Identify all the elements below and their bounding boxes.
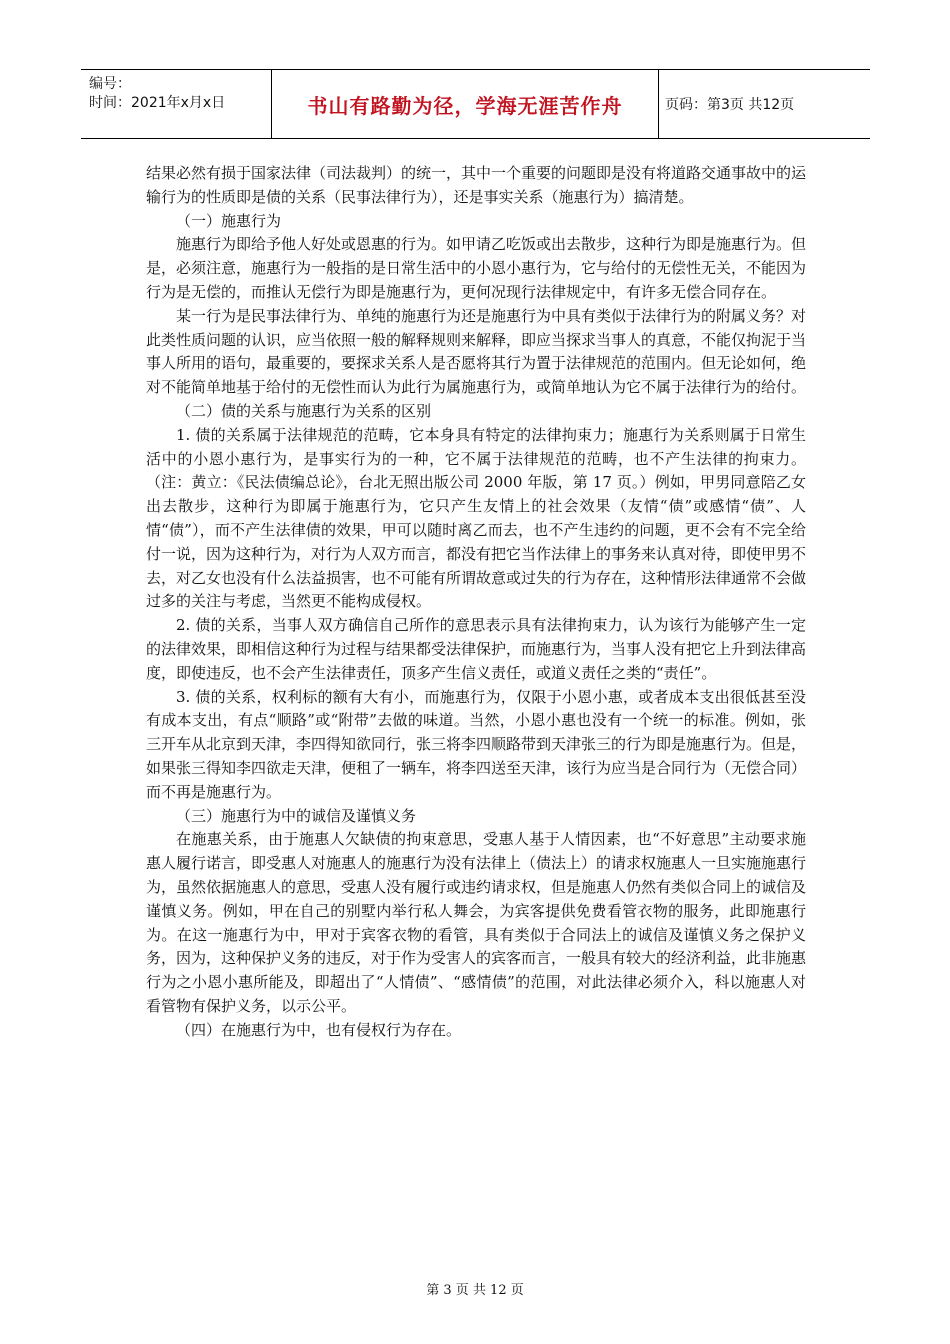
paragraph: 2. 债的关系，当事人双方确信自己所作的意思表示具有法律拘束力，认为该行为能够产生一定的法律效果，即相信这种行为过程与结果都受法律保护，而施惠行为，当事人没有把它上升到法律高度，即使违反，也不会产生法律责任，顶多产生信义责任，或道义责任之类的“责任”。 bbox=[146, 616, 807, 682]
code-label: 编号： bbox=[89, 76, 131, 92]
paragraph: 结果必然有损于国家法律（司法裁判）的统一，其中一个重要的问题即是没有将道路交通事故中的运输行为的性质即是债的关系（民事法律行为），还是事实关系（施惠行为）搞清楚。 bbox=[146, 164, 807, 206]
paragraph: 某一行为是民事法律行为、单纯的施惠行为还是施惠行为中具有类似于法律行为的附属义务？对此类性质问题的认识，应当依照一般的解释规则来解释，即应当探求当事人的真意，不能仅拘泥于当事人所用的语句，最重要的，要探求关系人是否愿将其行为置于法律规范的范围内。但无论如何，绝对不能简单地基于给付的无偿性而认为此行为属施惠行为，或简单地认为它不属于法律行为的给付。 bbox=[146, 306, 807, 397]
paragraph: 1. 债的关系属于法律规范的范畴，它本身具有特定的法律拘束力；施惠行为关系则属于日常生活中的小恩小惠行为，是事实行为的一种，它不属于法律规范的范畴，也不产生法律的拘束力。（注：黄立：《民法债编总论》，台北无照出版公司 2000 年版，第 17 页。）例如，甲男同意陪乙女出去散步，这种行为即属于施惠行为，它只产生友情上的社会效果（友情“债”或感情“债”、人情“债”），而不产生法律债的效果，甲可以随时离乙而去，也不产生违约的问题，更不会有不完全给付一说，因为这种行为，对行为人双方而言，都没有把它当作法律上的事务来认真对待，即使甲男不去，对乙女也没有什么法益损害，也不可能有所谓故意或过失的行为存在，这种情形法律通常不会做过多的关注与考虑，当然更不能构成侵权。 bbox=[146, 425, 807, 611]
page-footer: 第 3 页 共 12 页 bbox=[426, 1283, 524, 1298]
paragraph: （四）在施惠行为中，也有侵权行为存在。 bbox=[176, 1020, 462, 1039]
paragraph: （二）债的关系与施惠行为关系的区别 bbox=[176, 401, 432, 420]
motto: 书山有路勤为径，学海无涯苦作舟 bbox=[271, 70, 659, 138]
header-info-cell bbox=[81, 70, 271, 138]
time-label: 时间：2021年x月x日 bbox=[89, 95, 226, 111]
header-table bbox=[81, 69, 870, 139]
paragraph: （一）施惠行为 bbox=[176, 211, 282, 230]
paragraph: （三）施惠行为中的诚信及谨慎义务 bbox=[176, 806, 417, 825]
document-body bbox=[146, 162, 806, 1042]
paragraph: 施惠行为即给予他人好处或恩惠的行为。如甲请乙吃饭或出去散步，这种行为即是施惠行为。但是，必须注意，施惠行为一般指的是日常生活中的小恩小惠行为，它与给付的无偿性无关，不能因为行为是无偿的，而推认无偿行为即是施惠行为，更何况现行法律规定中，有许多无偿合同存在。 bbox=[146, 235, 807, 301]
paragraph: 3. 债的关系，权利标的额有大有小，而施惠行为，仅限于小恩小惠，或者成本支出很低甚至没有成本支出，有点“顺路”或“附带”去做的味道。当然，小恩小惠也没有一个统一的标准。例如，张三开车从北京到天津，李四得知欲同行，张三将李四顺路带到天津张三的行为即是施惠行为。但是，如果张三得知李四欲走天津，便租了一辆车，将李四送至天津，该行为应当是合同行为（无偿合同）而不再是施惠行为。 bbox=[146, 687, 807, 801]
page-indicator: 页码：第3页 共12页 bbox=[665, 97, 795, 113]
paragraph: 在施惠关系，由于施惠人欠缺债的拘束意思，受惠人基于人情因素，也“不好意思”主动要求施惠人履行诺言，即受惠人对施惠人的施惠行为没有法律上（债法上）的请求权施惠人一旦实施施惠行为，虽然依据施惠人的意思，受惠人没有履行或违约请求权，但是施惠人仍然有类似合同上的诚信及谨慎义务。例如，甲在自己的别墅内举行私人舞会，为宾客提供免费看管衣物的服务，此即施惠行为。在这一施惠行为中，甲对于宾客衣物的看管，具有类似于合同法上的诚信及谨慎义务之保护义务，因为，这种保护义务的违反，对于作为受害人的宾客而言，一般具有较大的经济利益，此非施惠行为之小恩小惠所能及，即超出了“人情债”、“感情债”的范围，对此法律必须介入，科以施惠人对看管物有保护义务，以示公平。 bbox=[146, 830, 807, 1015]
